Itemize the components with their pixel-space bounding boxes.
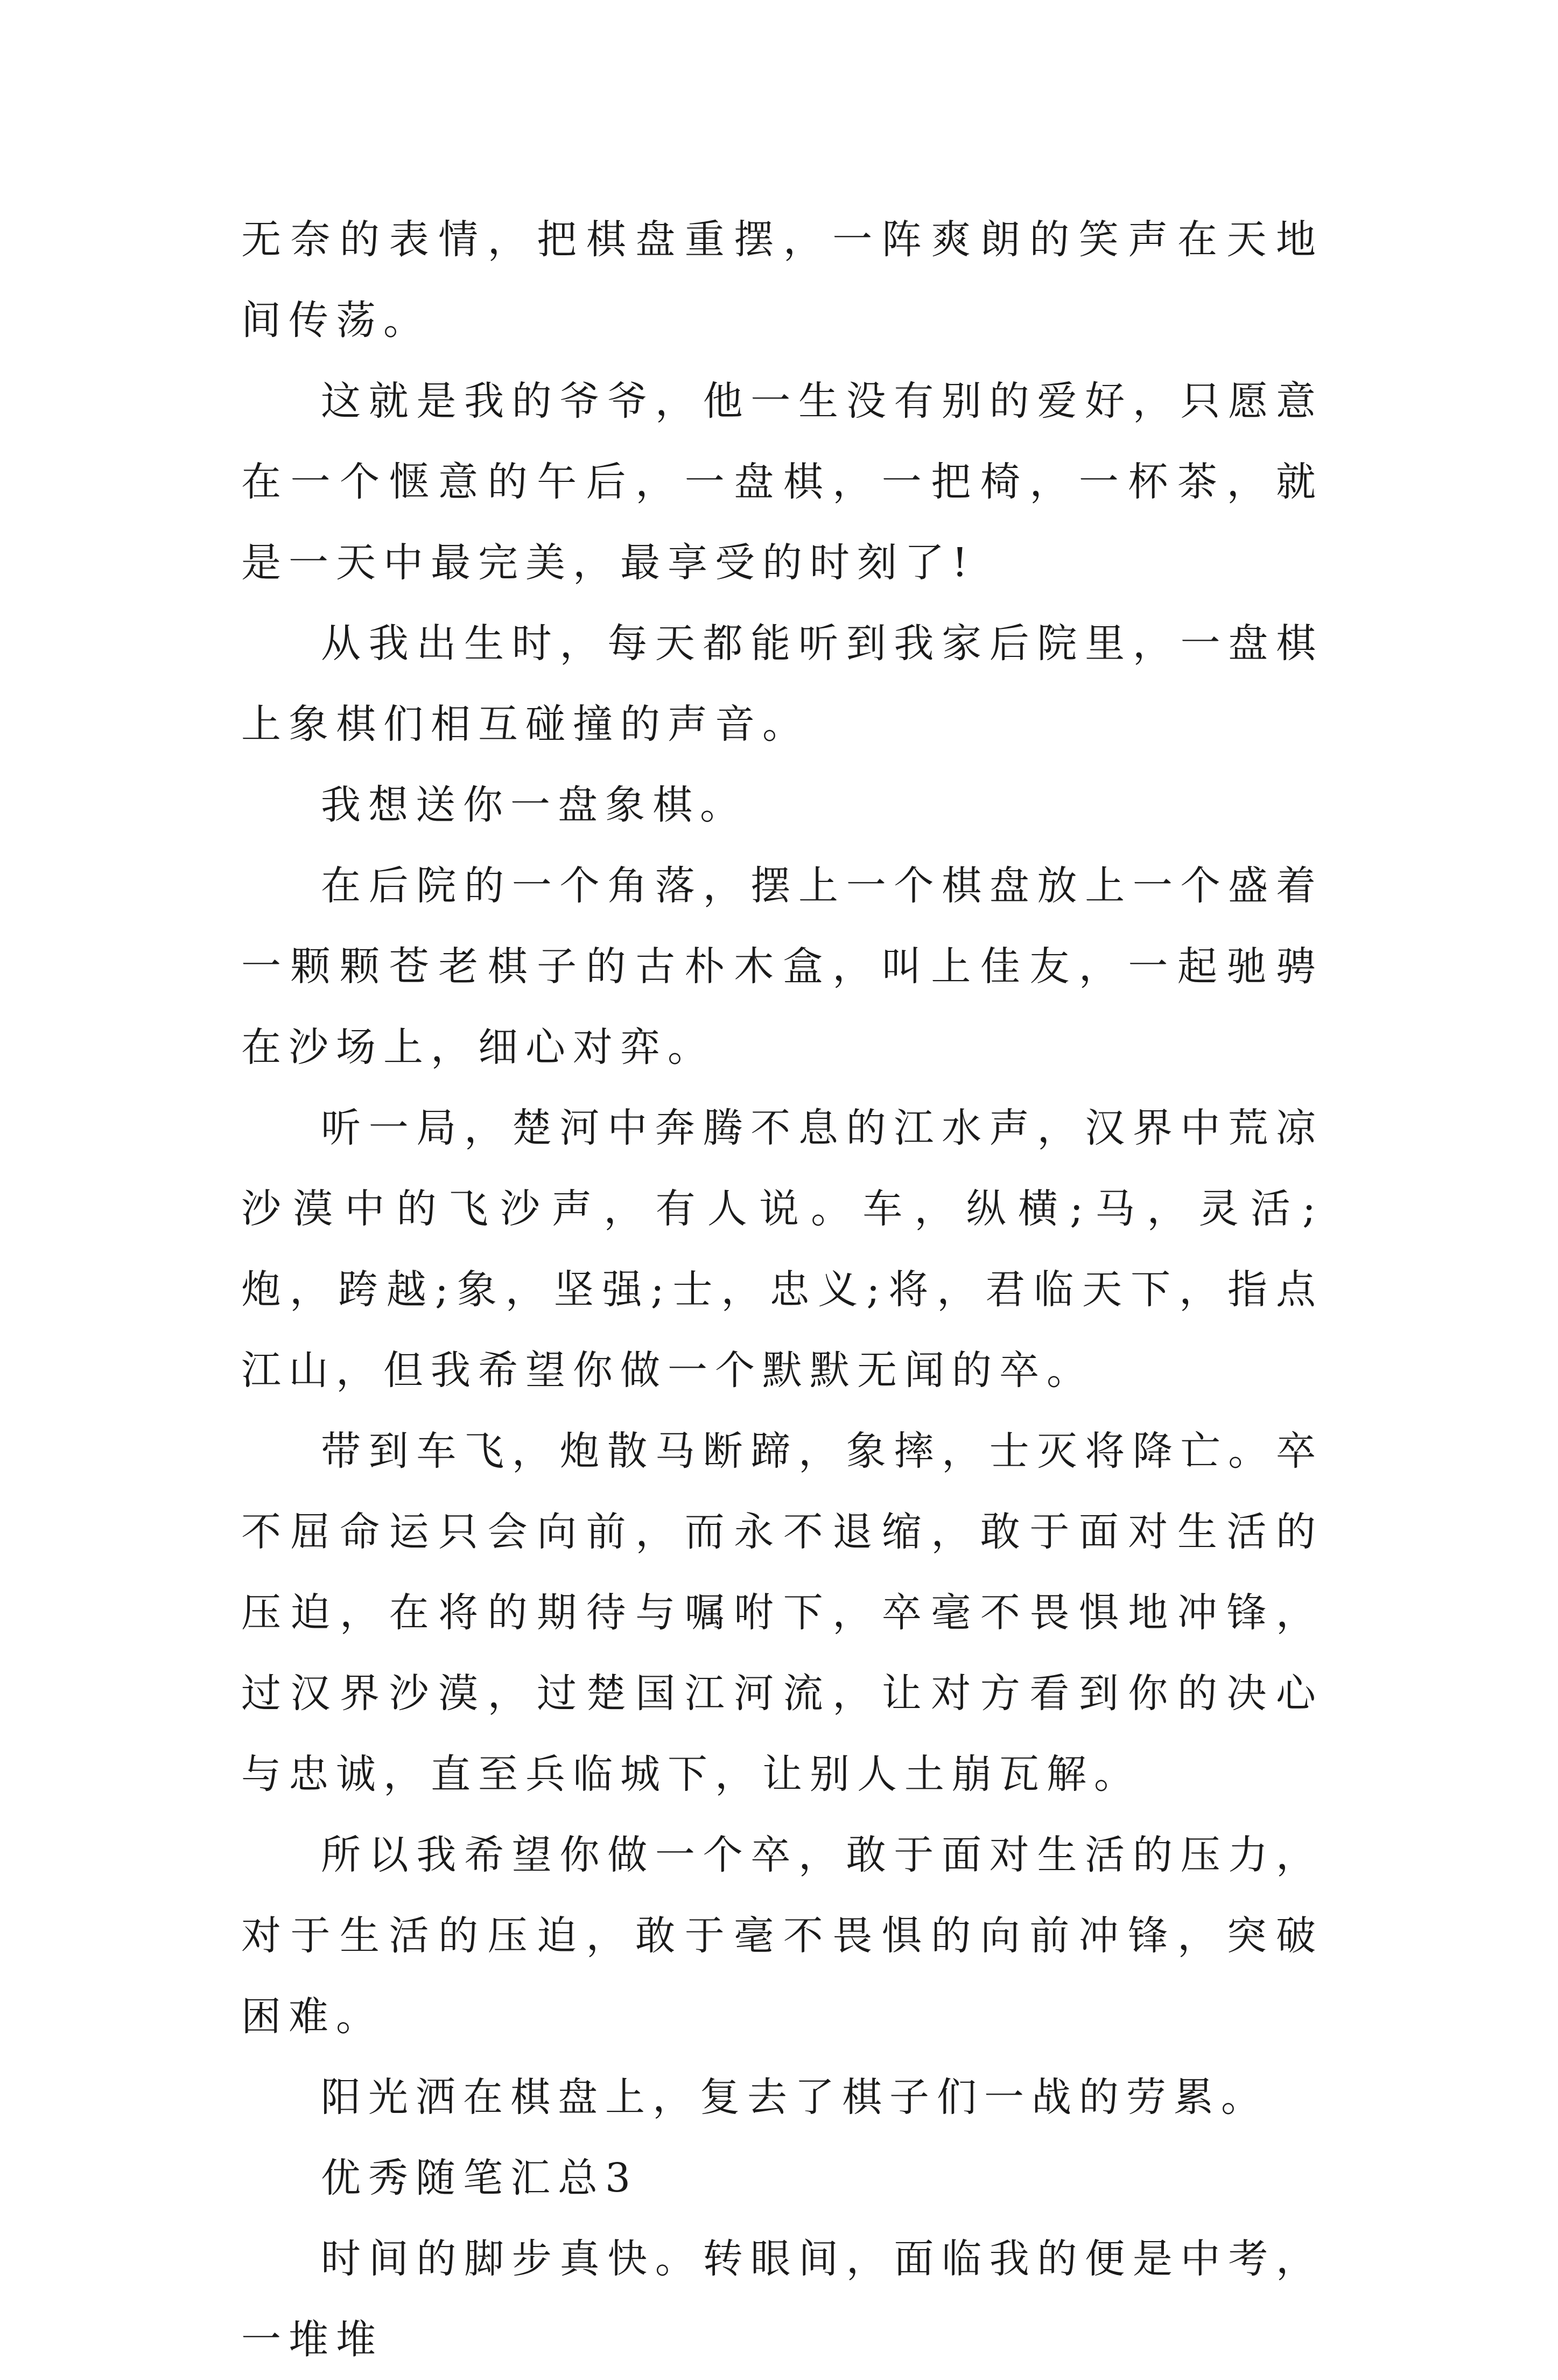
paragraph: 这就是我的爷爷，他一生没有别的爱好，只愿意在一个惬意的午后，一盘棋，一把椅，一杯茶，就是一天中最完美，最享受的时刻了! <box>241 378 1323 586</box>
paragraph: 听一局，楚河中奔腾不息的江水声，汉界中荒凉沙漠中的飞沙声，有人说。车，纵横;马，灵活;炮，跨越;象，坚强;士，忠义;将，君临天下，指点江山，但我希望你做一个默默无闻的卒。 <box>241 1105 1323 1394</box>
paragraph: 所以我希望你做一个卒，敢于面对生活的压力，对于生活的压迫，敢于毫不畏惧的向前冲锋，突破困难。 <box>241 1832 1323 2040</box>
paragraph: 阳光洒在棋盘上，复去了棋子们一战的劳累。 <box>321 2074 1268 2120</box>
paragraph: 我想送你一盘象棋。 <box>321 782 747 828</box>
paragraph-continuation: 无奈的表情，把棋盘重摆，一阵爽朗的笑声在天地间传荡。 <box>241 216 1323 344</box>
paragraph: 时间的脚步真快。转眼间，面临我的便是中考，一堆堆 <box>241 2236 1323 2363</box>
section-heading: 优秀随笔汇总3 <box>321 2155 638 2201</box>
paragraph: 从我出生时，每天都能听到我家后院里，一盘棋上象棋们相互碰撞的声音。 <box>241 620 1323 747</box>
paragraph: 带到车飞，炮散马断蹄，象摔，士灭将降亡。卒不屈命运只会向前，而永不退缩，敢于面对生活的压迫，在将的期待与嘱咐下，卒毫不畏惧地冲锋，过汉界沙漠，过楚国江河流，让对方看到你的决心与忠诚，直至兵临城下，让别人土崩瓦解。 <box>241 1428 1323 1797</box>
paragraph: 在后院的一个角落，摆上一个棋盘放上一个盛着一颗颗苍老棋子的古朴木盒，叫上佳友，一起驰骋在沙场上，细心对弈。 <box>241 863 1323 1070</box>
document-body <box>241 199 1323 2380</box>
